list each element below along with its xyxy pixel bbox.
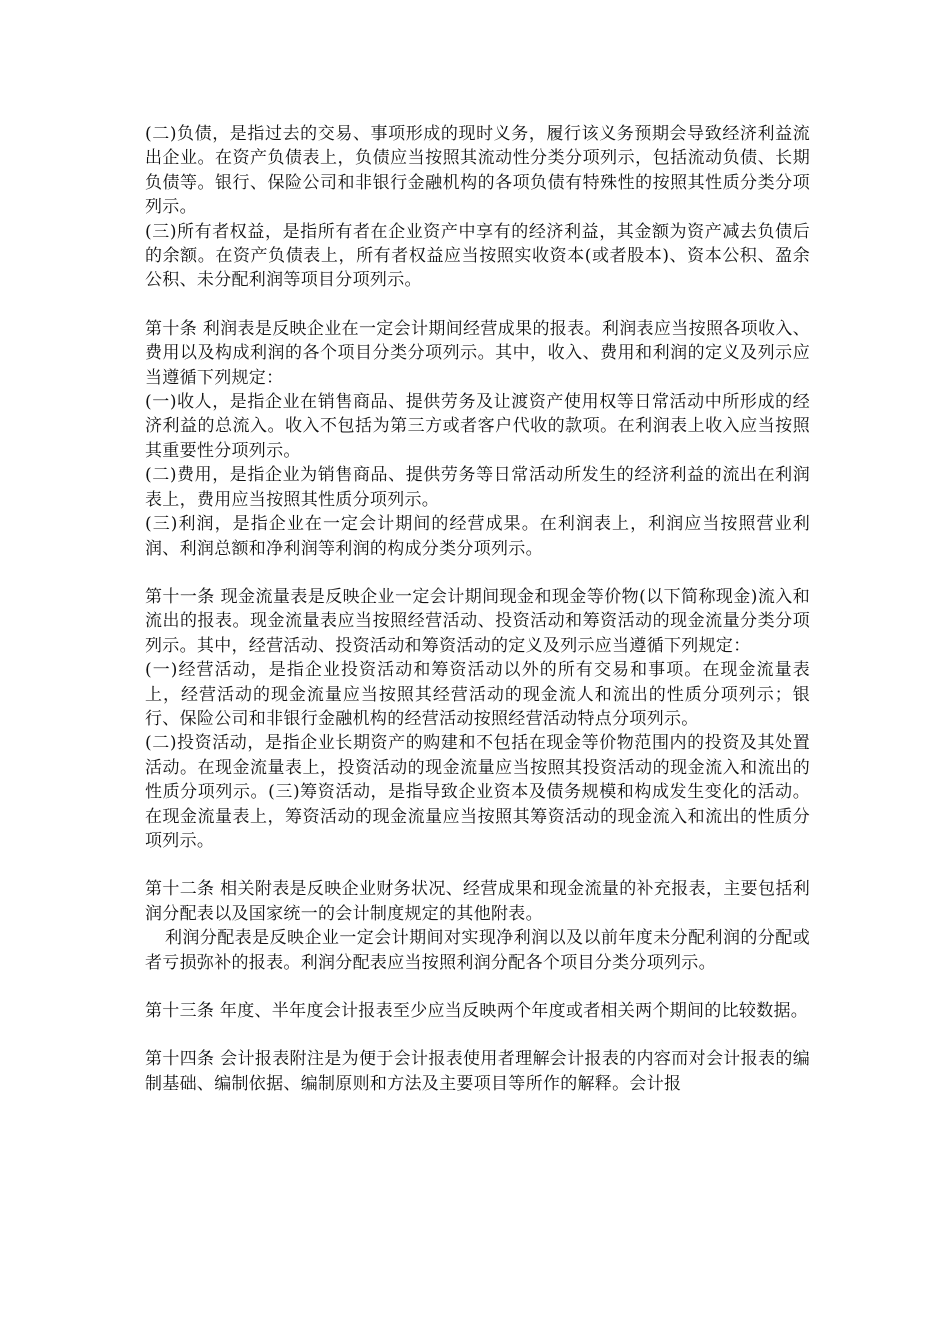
paragraph-gap	[145, 561, 810, 585]
paragraph-gap	[145, 853, 810, 877]
paragraph-profit-distribution: 利润分配表是反映企业一定会计期间对实现净利润以及以前年度未分配利润的分配或者亏损弥补的报表。利润分配表应当按照利润分配各个项目分类分项列示。	[145, 928, 810, 973]
paragraph-gap	[145, 975, 810, 999]
paragraph-liabilities: (二)负债，是指过去的交易、事项形成的现时义务，履行该义务预期会导致经济利益流出企业。在资产负债表上，负债应当按照其流动性分类分项列示，包括流动负债、长期负债等。银行、保险公司和非银行金融机构的各项负债有特殊性的按照其性质分类分项列示。	[145, 124, 810, 218]
article-13-comparative-data: 第十三条 年度、半年度会计报表至少应当反映两个年度或者相关两个期间的比较数据。	[145, 1001, 809, 1021]
article-10-income-statement: 第十条 利润表是反映企业在一定会计期间经营成果的报表。利润表应当按照各项收入、费用以及构成利润的各个项目分类分项列示。其中，收入、费用和利润的定义及列示应当遵循下列规定：	[145, 318, 810, 388]
paragraph-expenses: (二)费用，是指企业为销售商品、提供劳务等日常活动所发生的经济利益的流出在利润表上，费用应当按照其性质分项列示。	[145, 465, 810, 510]
paragraph-revenue: (一)收人，是指企业在销售商品、提供劳务及让渡资产使用权等日常活动中所形成的经济利益的总流入。收入不包括为第三方或者客户代收的款项。在利润表上收入应当按照其重要性分项列示。	[145, 392, 810, 461]
paragraph-owners-equity: (三)所有者权益，是指所有者在企业资产中享有的经济利益，其金额为资产减去负债后的余额。在资产负债表上，所有者权益应当按照实收资本(或者股本)、资本公积、盈余公积、未分配利润等项目分项列示。	[145, 221, 810, 291]
paragraph-operating-activities: (一)经营活动，是指企业投资活动和筹资活动以外的所有交易和事项。在现金流量表上，经营活动的现金流量应当按照其经营活动的现金流人和流出的性质分项列示；银行、保险公司和非银行金融机构的经营活动按照经营活动特点分项列示。	[145, 660, 810, 729]
paragraph-gap	[145, 293, 810, 317]
paragraph-investing-financing-activities: (二)投资活动，是指企业长期资产的购建和不包括在现金等价物范围内的投资及其处置活动。在现金流量表上，投资活动的现金流量应当按照其投资活动的现金流入和流出的性质分项列示。(三)筹资活动，是指导致企业资本及债务规模和构成发生变化的活动。在现金流量表上，筹资活动的现金流量应当按照其筹资活动的现金流入和流出的性质分项列示。	[145, 733, 810, 851]
article-12-supplementary-schedules: 第十二条 相关附表是反映企业财务状况、经营成果和现金流量的补充报表，主要包括利润分配表以及国家统一的会计制度规定的其他附表。	[145, 879, 810, 924]
article-14-notes: 第十四条 会计报表附注是为便于会计报表使用者理解会计报表的内容而对会计报表的编制基础、编制依据、编制原则和方法及主要项目等所作的解释。会计报	[145, 1049, 810, 1094]
paragraph-gap	[145, 1023, 810, 1047]
paragraph-profit: (三)利润，是指企业在一定会计期间的经营成果。在利润表上，利润应当按照营业利润、利润总额和净利润等利润的构成分类分项列示。	[145, 514, 810, 559]
article-11-cash-flow-statement: 第十一条 现金流量表是反映企业一定会计期间现金和现金等价物(以下简称现金)流入和流出的报表。现金流量表应当按照经营活动、投资活动和筹资活动的现金流量分类分项列示。其中，经营活动、投资活动和筹资活动的定义及列示应当遵循下列规定：	[145, 586, 810, 656]
